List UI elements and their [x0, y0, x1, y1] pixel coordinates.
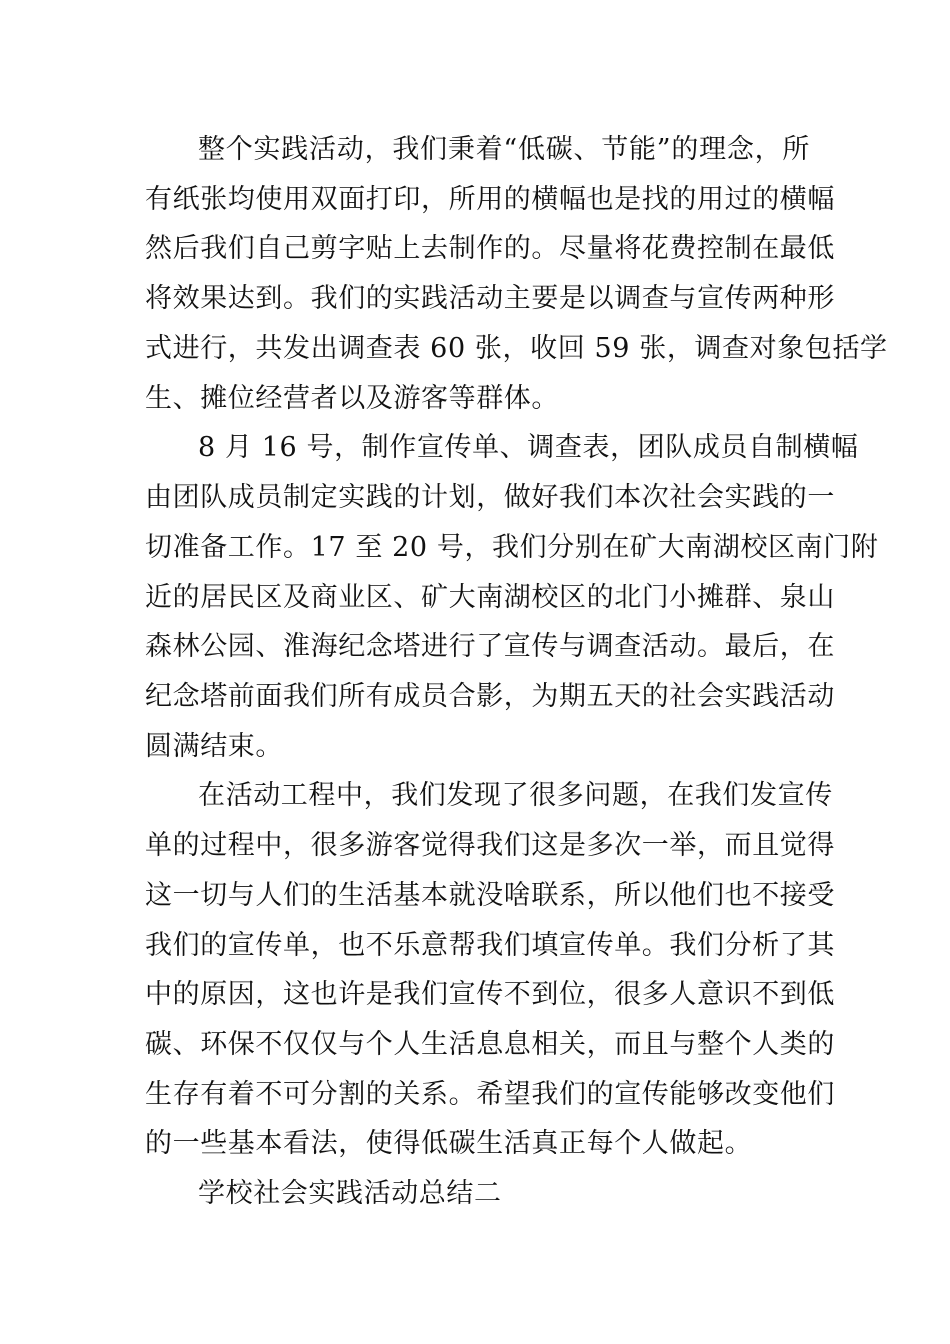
paragraph-1-line-4: 将效果达到。我们的实践活动主要是以调查与宣传两种形 — [145, 283, 835, 314]
paragraph-2-line-5: 森林公园、淮海纪念塔进行了宣传与调查活动。最后，在 — [145, 631, 835, 662]
paragraph-1-line-2: 有纸张均使用双面打印，所用的横幅也是找的用过的横幅 — [145, 184, 835, 215]
paragraph-3-line-2: 单的过程中，很多游客觉得我们这是多次一举，而且觉得 — [145, 830, 835, 861]
paragraph-2-line-1: 8 月 16 号，制作宣传单、调查表，团队成员自制横幅 — [198, 432, 859, 463]
paragraph-1-line-1: 整个实践活动，我们秉着“低碳、节能”的理念，所 — [198, 134, 810, 165]
paragraph-3-line-6: 碳、环保不仅仅与个人生活息息相关，而且与整个人类的 — [145, 1029, 835, 1060]
paragraph-2-line-4: 近的居民区及商业区、矿大南湖校区的北门小摊群、泉山 — [145, 582, 835, 613]
paragraph-2-line-6: 纪念塔前面我们所有成员合影，为期五天的社会实践活动 — [145, 681, 835, 712]
section-heading: 学校社会实践活动总结二 — [198, 1178, 502, 1209]
paragraph-1-line-3: 然后我们自己剪字贴上去制作的。尽量将花费控制在最低 — [145, 233, 835, 264]
paragraph-2-line-2: 由团队成员制定实践的计划，做好我们本次社会实践的一 — [145, 482, 835, 513]
paragraph-3-line-3: 这一切与人们的生活基本就没啥联系，所以他们也不接受 — [145, 880, 835, 911]
paragraph-3-line-5: 中的原因，这也许是我们宣传不到位，很多人意识不到低 — [145, 979, 835, 1010]
paragraph-2-line-3: 切准备工作。17 至 20 号，我们分别在矿大南湖校区南门附 — [145, 532, 879, 563]
paragraph-3-line-8: 的一些基本看法，使得低碳生活真正每个人做起。 — [145, 1128, 753, 1159]
paragraph-3-line-4: 我们的宣传单，也不乐意帮我们填宣传单。我们分析了其 — [145, 930, 835, 961]
paragraph-2-line-7: 圆满结束。 — [145, 731, 283, 762]
paragraph-1-line-6: 生、摊位经营者以及游客等群体。 — [145, 383, 559, 414]
paragraph-3-line-1: 在活动工程中，我们发现了很多问题，在我们发宣传 — [198, 780, 833, 811]
paragraph-3-line-7: 生存有着不可分割的关系。希望我们的宣传能够改变他们 — [145, 1079, 835, 1110]
paragraph-1-line-5: 式进行，共发出调查表 60 张，收回 59 张，调查对象包括学 — [145, 333, 888, 364]
